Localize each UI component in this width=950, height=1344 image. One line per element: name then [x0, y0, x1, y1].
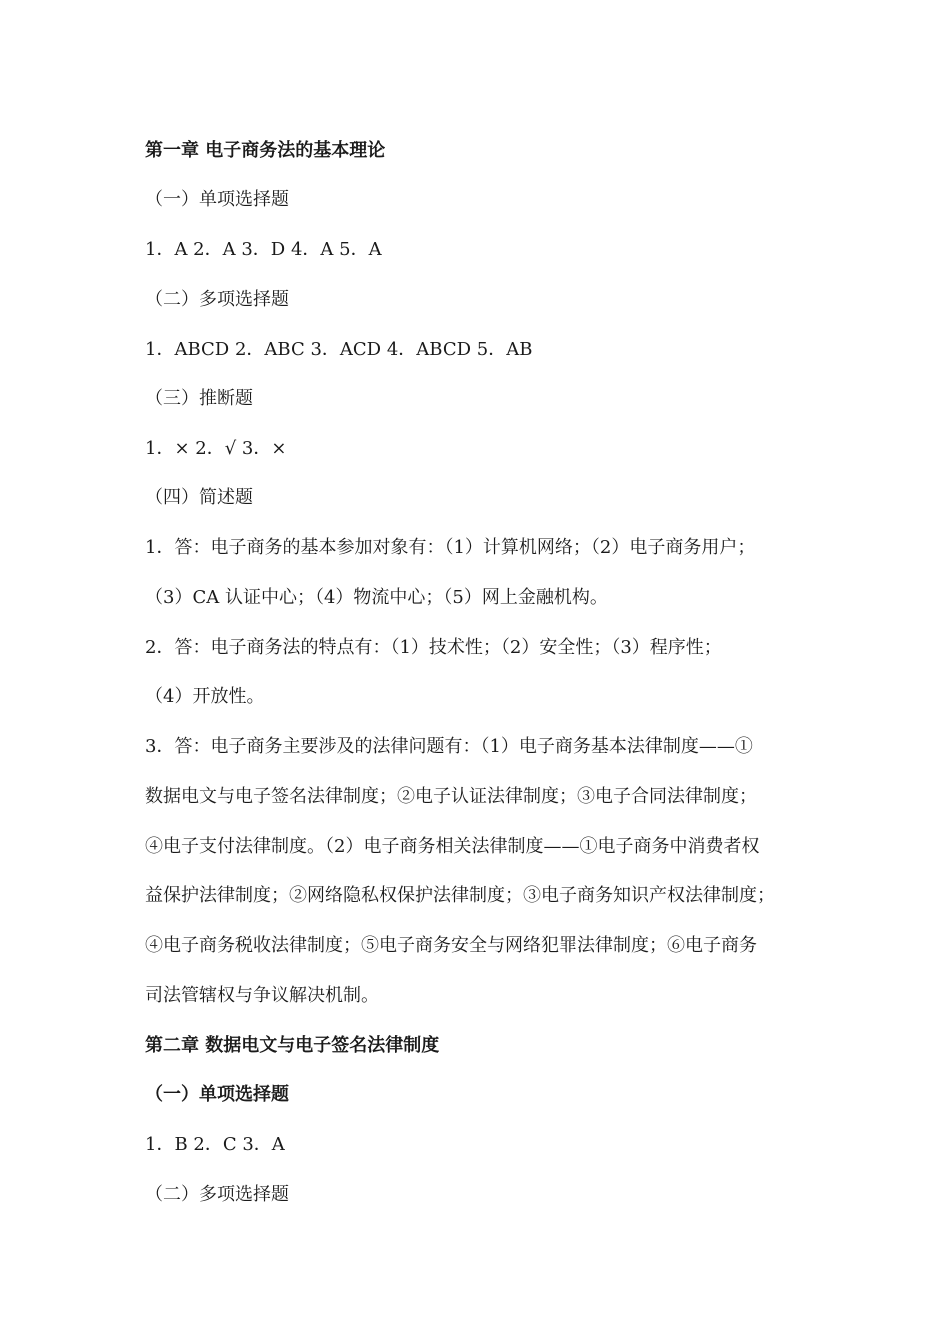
chapter-1-section-3-heading: （三）推断题	[145, 388, 253, 409]
chapter-1-section-2-answers: 1．ABCD 2．ABC 3．ACD 4．ABCD 5．AB	[145, 339, 533, 360]
chapter-2-section-1-heading: （一）单项选择题	[145, 1084, 289, 1105]
chapter-2-title: 第二章 数据电文与电子签名法律制度	[145, 1035, 440, 1056]
chapter-1-section-3-answers: 1．× 2．√ 3．×	[145, 438, 287, 459]
chapter-2-section-1-answers: 1．B 2．C 3．A	[145, 1134, 285, 1155]
chapter-1-section-1-answers: 1．A 2．A 3．D 4．A 5．A	[145, 239, 382, 260]
chapter-2-section-2-heading: （二）多项选择题	[145, 1184, 289, 1205]
question-2-line-1: 2．答：电子商务法的特点有：（1）技术性；（2）安全性；（3）程序性；	[145, 637, 722, 658]
chapter-1-title: 第一章 电子商务法的基本理论	[145, 140, 386, 161]
question-2-line-2: （4）开放性。	[145, 686, 265, 707]
chapter-1-section-1-heading: （一）单项选择题	[145, 189, 289, 210]
question-3-line-3: ④电子支付法律制度。（2）电子商务相关法律制度——①电子商务中消费者权	[145, 836, 760, 857]
question-3-line-1: 3．答：电子商务主要涉及的法律问题有：（1）电子商务基本法律制度——①	[145, 736, 753, 757]
chapter-1-section-2-heading: （二）多项选择题	[145, 289, 289, 310]
question-3-line-2: 数据电文与电子签名法律制度；②电子认证法律制度；③电子合同法律制度；	[145, 786, 757, 807]
chapter-1-section-4-heading: （四）简述题	[145, 487, 253, 508]
question-3-line-5: ④电子商务税收法律制度；⑤电子商务安全与网络犯罪法律制度；⑥电子商务	[145, 935, 757, 956]
question-3-line-4: 益保护法律制度；②网络隐私权保护法律制度；③电子商务知识产权法律制度；	[145, 885, 775, 906]
question-3-line-6: 司法管辖权与争议解决机制。	[145, 985, 379, 1006]
question-1-line-1: 1．答：电子商务的基本参加对象有：（1）计算机网络；（2）电子商务用户；	[145, 537, 756, 558]
question-1-line-2: （3）CA 认证中心；（4）物流中心；（5）网上金融机构。	[145, 587, 608, 608]
